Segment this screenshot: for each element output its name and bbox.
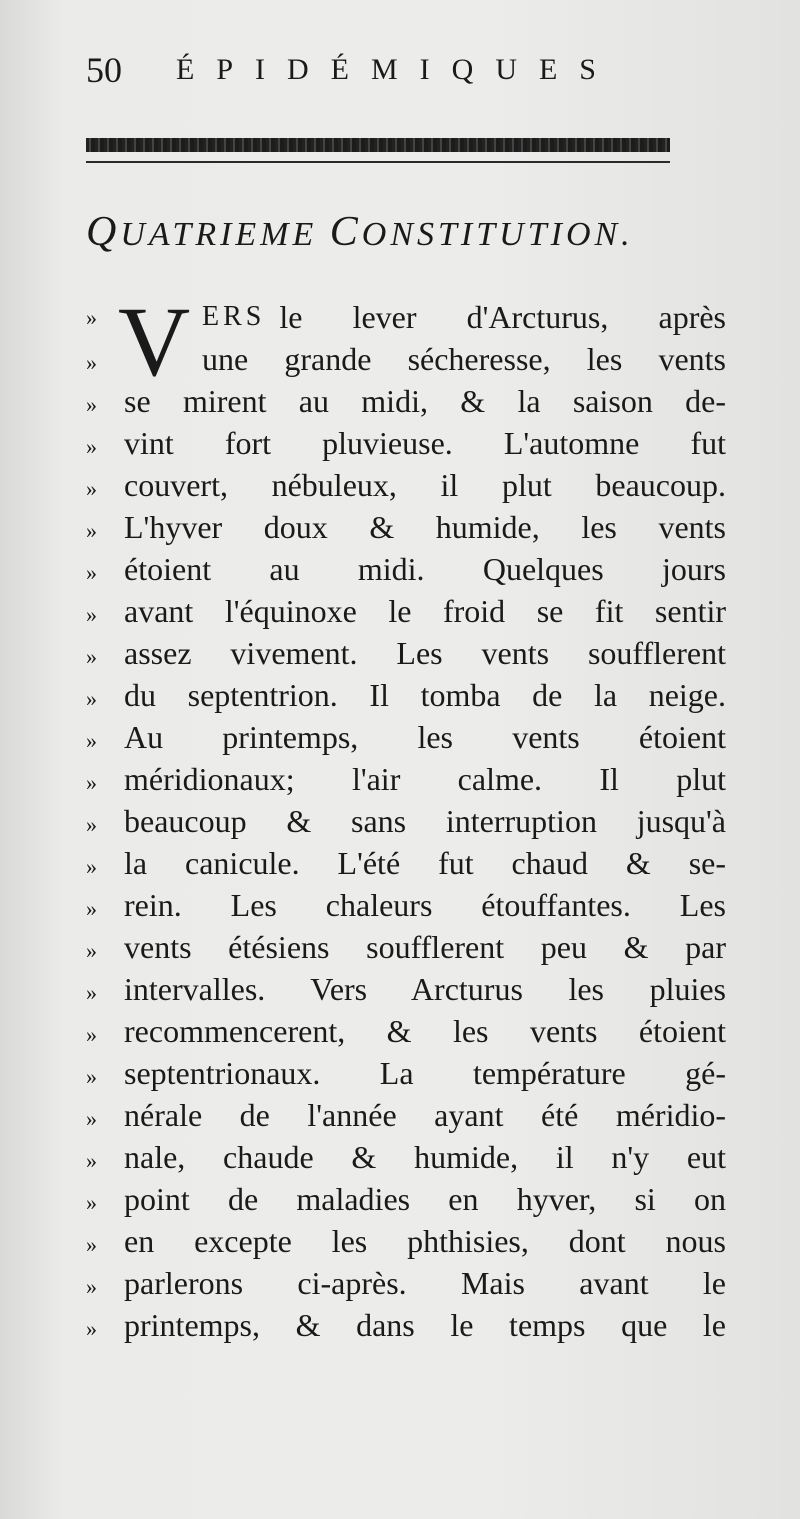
quotation-mark: »: [86, 686, 97, 711]
quotation-mark: »: [86, 1316, 97, 1341]
line-words: le lever d'Arcturus, après: [279, 299, 726, 335]
divider-rule: [86, 161, 670, 163]
line-text: [124, 1052, 726, 1094]
line-text: [124, 590, 726, 632]
quotation-mark: »: [86, 728, 97, 753]
text-line: [86, 1304, 726, 1346]
page-number: 50: [86, 50, 122, 90]
line-text: [124, 884, 726, 926]
quotation-mark: »: [86, 1190, 97, 1215]
line-text: [124, 800, 726, 842]
line-words: intervalles. Vers Arcturus les pluies: [124, 971, 726, 1007]
line-words: se mirent au midi, & la saison de-: [124, 383, 726, 419]
line-text: [124, 296, 726, 338]
text-line: [86, 1220, 726, 1262]
text-line: [86, 422, 726, 464]
line-words: point de maladies en hyver, si on: [124, 1181, 726, 1217]
body-text: [86, 286, 726, 1346]
line-words: nale, chaude & humide, il n'y eut: [124, 1139, 726, 1175]
line-words: nérale de l'année ayant été méridio-: [124, 1097, 726, 1133]
quotation-mark: »: [86, 1022, 97, 1047]
line-words: du septentrion. Il tomba de la neige.: [124, 677, 726, 713]
quotation-mark: »: [86, 1064, 97, 1089]
line-text: [124, 548, 726, 590]
section-title-initial-2: C: [329, 209, 362, 255]
line-text: [124, 926, 726, 968]
text-line: [86, 506, 726, 548]
quotation-mark: »: [86, 434, 97, 459]
text-line: [86, 1010, 726, 1052]
text-line: [86, 758, 726, 800]
line-text: [124, 1220, 726, 1262]
line-text: [124, 380, 726, 422]
text-line: [86, 1052, 726, 1094]
text-line: [86, 1262, 726, 1304]
ornamental-rule: [86, 138, 670, 152]
first-word-rest: ERS: [202, 301, 266, 332]
line-words: Au printemps, les vents étoient: [124, 719, 726, 755]
quotation-mark: »: [86, 644, 97, 669]
quotation-mark: »: [86, 1274, 97, 1299]
line-text: [124, 842, 726, 884]
running-title: ÉPIDÉMIQUES: [176, 53, 618, 86]
text-line: [86, 800, 726, 842]
line-text: [124, 716, 726, 758]
drop-cap: V: [118, 286, 191, 397]
page-header: [86, 42, 646, 98]
text-line: [86, 1136, 726, 1178]
quotation-mark: »: [86, 476, 97, 501]
line-words: printemps, & dans le temps que le: [124, 1307, 726, 1343]
quotation-mark: »: [86, 392, 97, 417]
line-text: [124, 1262, 726, 1304]
quotation-mark: »: [86, 560, 97, 585]
line-text: [124, 1010, 726, 1052]
line-text: [124, 338, 726, 380]
line-words: étoient au midi. Quelques jours: [124, 551, 726, 587]
quotation-mark: »: [86, 1106, 97, 1131]
section-title: [86, 208, 726, 268]
quotation-mark: »: [86, 770, 97, 795]
line-words: recommencerent, & les vents étoient: [124, 1013, 726, 1049]
quotation-mark: »: [86, 938, 97, 963]
line-words: vents étésiens soufflerent peu & par: [124, 929, 726, 965]
line-words: en excepte les phthisies, dont nous: [124, 1223, 726, 1259]
quotation-mark: »: [86, 602, 97, 627]
text-line: [86, 842, 726, 884]
quotation-mark: »: [86, 1232, 97, 1257]
quotation-mark: »: [86, 980, 97, 1005]
text-line: [86, 464, 726, 506]
quotation-mark: »: [86, 896, 97, 921]
text-line: [86, 1094, 726, 1136]
line-words: assez vivement. Les vents soufflerent: [124, 635, 726, 671]
line-words: parlerons ci-après. Mais avant le: [124, 1265, 726, 1301]
line-text: [124, 1304, 726, 1346]
line-text: [124, 758, 726, 800]
line-text: [124, 674, 726, 716]
line-words: rein. Les chaleurs étouffantes. Les: [124, 887, 726, 923]
line-words: méridionaux; l'air calme. Il plut: [124, 761, 726, 797]
quotation-mark: »: [86, 812, 97, 837]
line-words: L'hyver doux & humide, les vents: [124, 509, 726, 545]
line-text: [124, 1094, 726, 1136]
line-words: couvert, nébuleux, il plut beaucoup.: [124, 467, 726, 503]
line-text: [124, 506, 726, 548]
line-words: septentrionaux. La température gé-: [124, 1055, 726, 1091]
section-title-word-2: ONSTITUTION.: [361, 216, 634, 253]
text-line: [86, 674, 726, 716]
line-words: vint fort pluvieuse. L'automne fut: [124, 425, 726, 461]
line-text: [124, 422, 726, 464]
quotation-mark: »: [86, 518, 97, 543]
text-line: [86, 884, 726, 926]
text-line: [86, 1178, 726, 1220]
quotation-mark: »: [86, 854, 97, 879]
line-words: beaucoup & sans interruption jusqu'à: [124, 803, 726, 839]
line-words: avant l'équinoxe le froid se fit sentir: [124, 593, 726, 629]
line-text: [124, 632, 726, 674]
line-text: [124, 968, 726, 1010]
line-words: la canicule. L'été fut chaud & se-: [124, 845, 726, 881]
line-text: [124, 464, 726, 506]
line-words: une grande sécheresse, les vents: [202, 341, 726, 377]
section-title-initial-1: Q: [86, 209, 121, 255]
text-line: [86, 548, 726, 590]
text-line: [86, 590, 726, 632]
text-line: [86, 632, 726, 674]
text-line: [86, 968, 726, 1010]
text-line: [86, 926, 726, 968]
line-text: [124, 1136, 726, 1178]
quotation-mark: »: [86, 1148, 97, 1173]
text-line: [86, 716, 726, 758]
quotation-mark: »: [86, 350, 97, 375]
section-title-word-1: UATRIEME: [120, 216, 318, 253]
line-text: [124, 1178, 726, 1220]
quotation-mark: »: [86, 305, 97, 330]
